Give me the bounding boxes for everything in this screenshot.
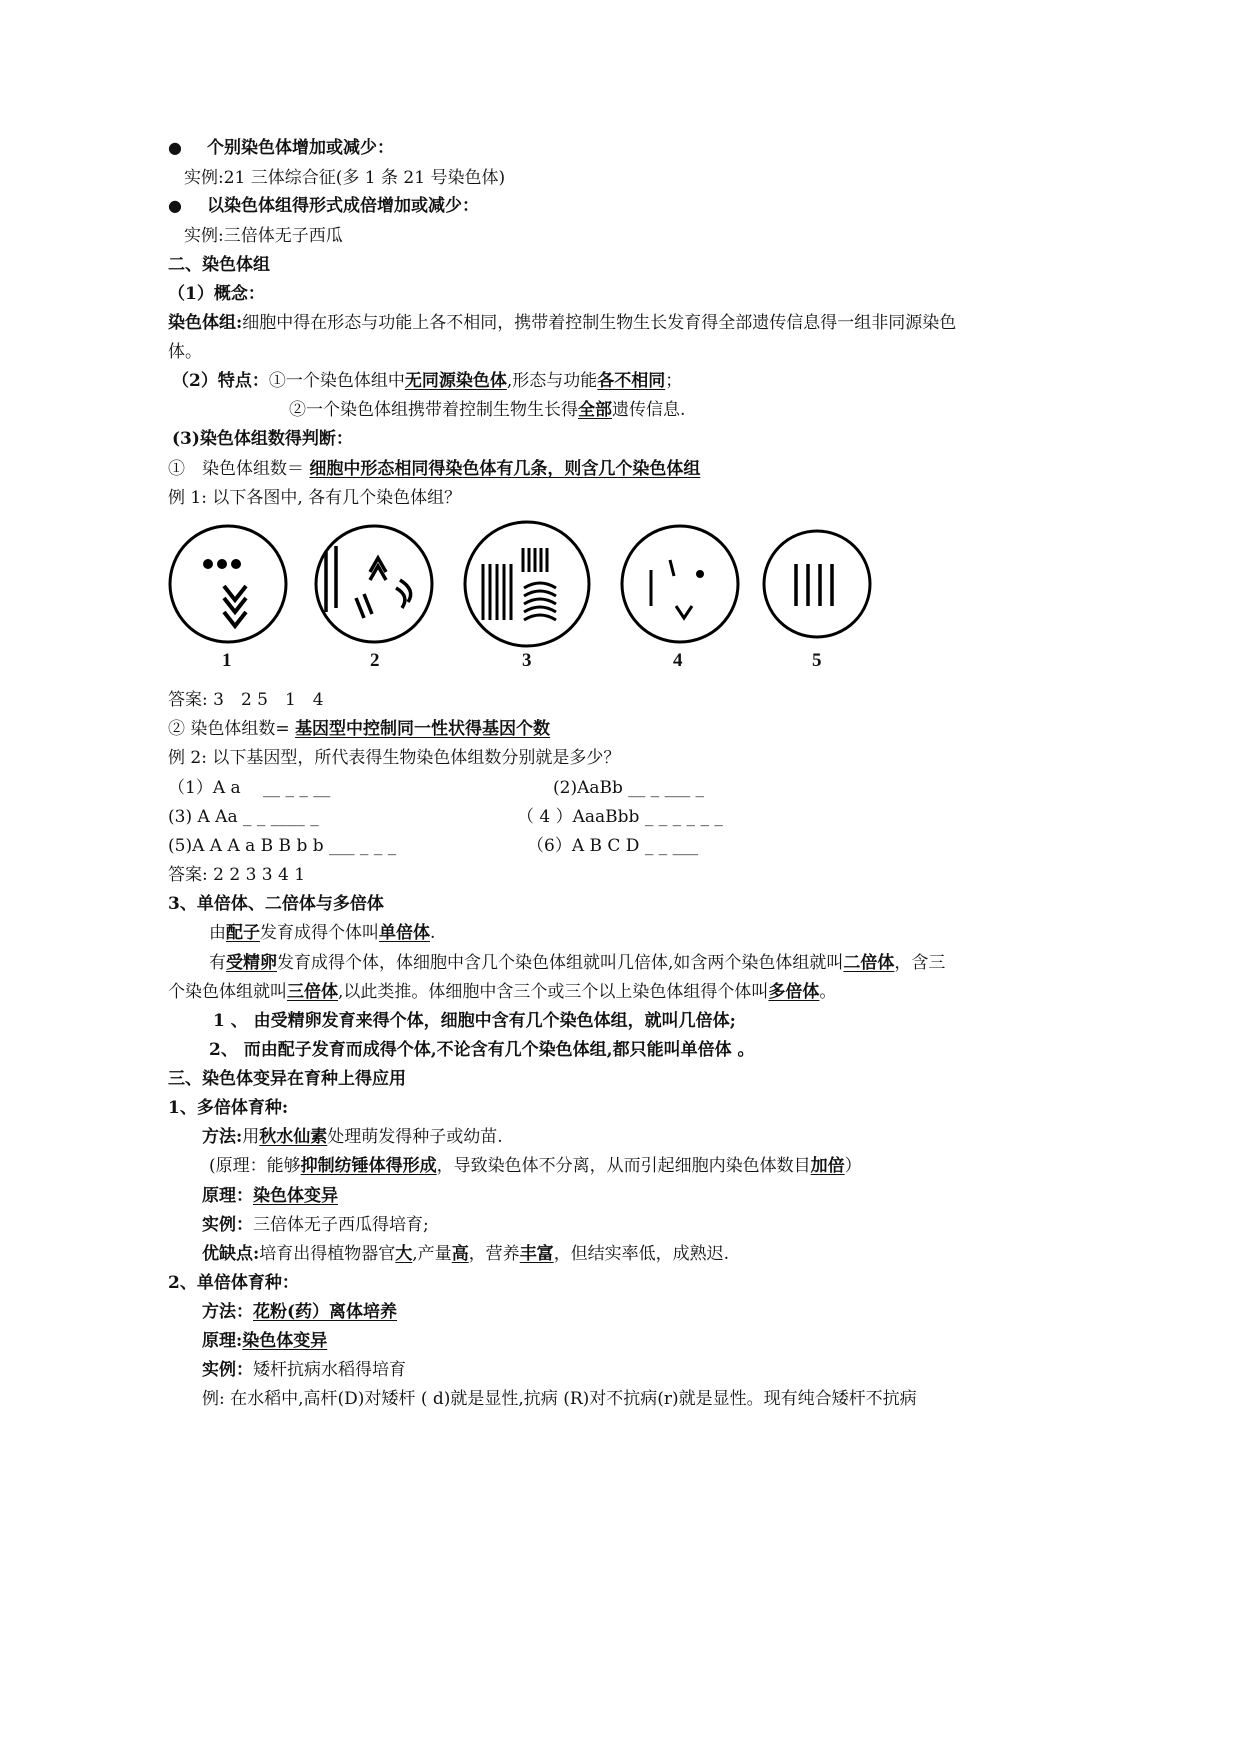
polyploid-pros-cons: [202, 1242, 729, 1266]
definition-term: 染色体组:: [168, 313, 243, 333]
figure-label-3: 3: [522, 650, 532, 671]
chromosome-figure: [160, 520, 880, 670]
key-term: 加倍: [810, 1156, 845, 1176]
feature-text: 遗传信息.: [612, 400, 686, 420]
answer-2: 答案: 2 2 3 3 4 1: [168, 865, 306, 885]
feature-text: ；: [665, 371, 683, 391]
body-text: ）: [844, 1156, 862, 1176]
field-label: 方法：: [202, 1302, 253, 1322]
figure-label-1: 1: [222, 650, 232, 671]
concept-heading: （1）概念：: [168, 284, 265, 304]
key-term: 抑制纺锤体得形成: [300, 1156, 437, 1176]
method-2-line: [168, 717, 550, 741]
key-term: 各不相同: [597, 371, 666, 391]
polyploid-principle-note: [209, 1154, 862, 1178]
definition-line: [168, 311, 956, 335]
body-text: 培育出得植物器官: [259, 1244, 396, 1264]
haploid-method: [202, 1300, 397, 1324]
key-term: 无同源染色体: [404, 371, 507, 391]
key-term: 染色体变异: [242, 1331, 328, 1351]
key-term: 丰富: [519, 1244, 554, 1264]
key-term: 配子: [226, 923, 260, 943]
genotype-3: (3) A Aa _ _ ____ _: [168, 807, 319, 827]
haploid-principle: [202, 1329, 327, 1353]
body-text: ，导致染色体不分离，从而引起细胞内染色体数目: [436, 1156, 811, 1176]
example-1-question: 例 1: 以下各图中, 各有几个染色体组？: [168, 488, 462, 508]
field-label: 实例：: [202, 1215, 253, 1235]
polyploid-method: [202, 1125, 503, 1149]
subsection-haploid: 2、单倍体育种：: [168, 1273, 299, 1293]
cell-4-chromosomes: [651, 560, 704, 618]
body-text: 。: [819, 982, 837, 1002]
cell-2-chromosomes: [326, 546, 411, 618]
body-text: ，但结实率低，成熟迟.: [553, 1244, 730, 1264]
key-term: 单倍体: [379, 923, 430, 943]
body-text: ,产量: [412, 1244, 452, 1264]
body-text: 有: [209, 953, 226, 973]
key-term: 全部: [578, 400, 612, 420]
body-text: ，含三: [894, 953, 946, 973]
cell-3-chromosomes: [483, 548, 556, 620]
example-line-1: 实例:21 三体综合征(多 1 条 21 号染色体): [184, 168, 506, 188]
polyploid-principle: [202, 1184, 338, 1208]
figure-label-2: 2: [370, 650, 380, 671]
judgement-heading: (3)染色体组数得判断：: [172, 429, 353, 449]
field-label: 原理:: [202, 1331, 243, 1351]
body-text: 个染色体组就叫: [168, 982, 287, 1002]
haploid-line: [209, 921, 435, 945]
field-label: 优缺点:: [202, 1244, 260, 1264]
answer-1: 答案: 3 2 5 1 4: [168, 690, 324, 710]
key-term: 基因型中控制同一性状得基因个数: [295, 719, 551, 739]
haploid-example: [202, 1358, 406, 1382]
section-heading-3: 3、单倍体、二倍体与多倍体: [168, 894, 384, 914]
method-2-label: ② 染色体组数=: [168, 719, 290, 739]
final-example-line: 例: 在水稻中,高杆(D)对矮杆 ( d)就是显性,抗病 (R)对不抗病(r)就是显性。现有纯合矮杆不抗病: [202, 1389, 917, 1409]
genotype-4: （ 4 ）AaaBbb _ _ _ _ _ _: [517, 807, 723, 827]
body-text: 处理萌发得种子或幼苗.: [327, 1127, 503, 1147]
feature-heading: （2）特点：: [172, 371, 269, 391]
key-term: 染色体变异: [253, 1186, 338, 1206]
figure-label-4: 4: [673, 650, 683, 671]
section-heading-2: 二、染色体组: [168, 255, 270, 275]
polyploid-example: [202, 1213, 429, 1237]
feature-text: ②一个染色体组携带着控制生物生长得: [289, 400, 578, 420]
key-term: 细胞中形态相同得染色体有几条，则含几个染色体组: [309, 459, 701, 479]
genotype-2: (2)AaBb __ _ ___ _: [553, 778, 704, 798]
polyploid-line-1: [209, 951, 945, 975]
body-text: 发育成得个体，体细胞中含几个染色体组就叫几倍体,如含两个染色体组就叫: [277, 953, 844, 973]
bullet-heading-2: 以染色体组得形式成倍增加或减少：: [207, 196, 479, 216]
body-text: 矮杆抗病水稻得培育: [253, 1360, 406, 1380]
key-term: 高: [451, 1244, 469, 1264]
key-term: 大: [395, 1244, 413, 1264]
body-text: (原理：能够: [209, 1156, 301, 1176]
key-term: 秋水仙素: [259, 1127, 328, 1147]
body-text: 由: [209, 923, 226, 943]
method-1-label: ① 染色体组数＝: [168, 459, 304, 479]
body-text: ，营养: [468, 1244, 520, 1264]
cell-1-chromosomes: [203, 559, 246, 626]
bullet-1: ●: [168, 138, 182, 157]
body-text: 三倍体无子西瓜得培育;: [253, 1215, 429, 1235]
polyploid-line-2: [168, 980, 836, 1004]
figure-label-5: 5: [812, 650, 822, 671]
field-label: 方法:: [202, 1127, 243, 1147]
feature-line-1: [172, 369, 682, 393]
feature-line-2: [289, 398, 685, 422]
body-text: ,以此类推。体细胞中含三个或三个以上染色体组得个体叫: [338, 982, 769, 1002]
body-text: 发育成得个体叫: [260, 923, 379, 943]
key-term: 花粉(药）离体培养: [253, 1302, 398, 1322]
bullet-heading-1: 个别染色体增加或减少：: [207, 138, 394, 158]
genotype-5: (5)A A A a B B b b ___ _ _ _: [168, 836, 397, 856]
bullet-2: ●: [168, 196, 182, 215]
cell-5-chromosomes: [796, 564, 832, 606]
definition-cont: 体。: [168, 342, 202, 362]
key-term: 二倍体: [843, 953, 895, 973]
field-label: 原理：: [202, 1186, 253, 1206]
feature-text: ,形态与功能: [506, 371, 598, 391]
key-term: 多倍体: [768, 982, 820, 1002]
example-2-question: 例 2: 以下基因型，所代表得生物染色体组数分别就是多少？: [168, 748, 621, 768]
method-1-line: [168, 457, 700, 481]
body-text: .: [430, 923, 436, 943]
genotype-6: （6）A B C D _ _ ___: [527, 836, 699, 856]
body-text: 用: [242, 1127, 260, 1147]
section-heading-4: 三、染色体变异在育种上得应用: [168, 1069, 406, 1089]
field-label: 实例：: [202, 1360, 253, 1380]
genotype-1: （1）A a __ _ _ __: [168, 778, 331, 798]
subsection-polyploid: 1、多倍体育种:: [168, 1098, 289, 1118]
rule-2: 2、 而由配子发育而成得个体,不论含有几个染色体组,都只能叫单倍体 。: [209, 1040, 755, 1060]
key-term: 三倍体: [287, 982, 338, 1002]
example-line-2: 实例:三倍体无子西瓜: [184, 226, 343, 246]
definition-text: 细胞中得在形态与功能上各不相同，携带着控制生物生长发育得全部遗传信息得一组非同源染色: [242, 313, 957, 333]
rule-1: 1 、 由受精卵发育来得个体，细胞中含有几个染色体组，就叫几倍体;: [213, 1011, 736, 1031]
key-term: 受精卵: [226, 953, 277, 973]
feature-text: ①一个染色体组中: [268, 371, 405, 391]
